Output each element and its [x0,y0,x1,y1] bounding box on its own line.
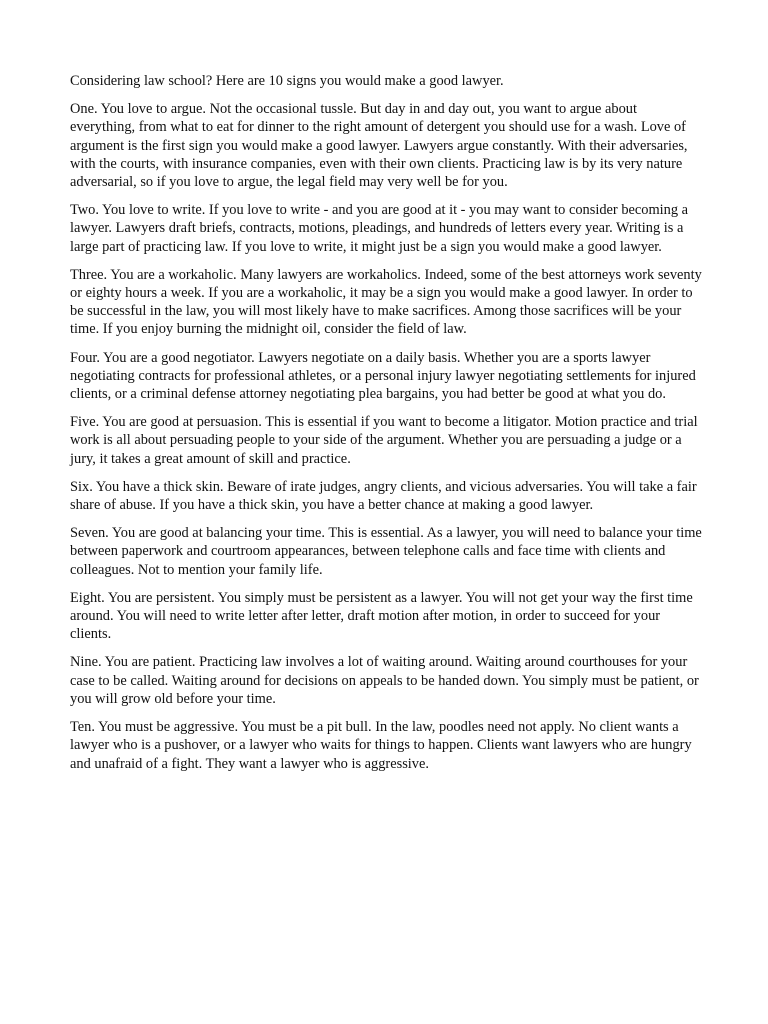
paragraph-ten: Ten. You must be aggressive. You must be a pit bull. In the law, poodles need not apply. No client wants a lawyer who is a pushover, or a lawyer who waits for things to happen. Clients want lawyers who are hungry and unafraid of a fight. They want a lawyer who is aggressive. [70,719,692,772]
paragraph-seven: Seven. You are good at balancing your time. This is essential. As a lawyer, you will need to balance your time between paperwork and courtroom appearances, between telephone calls and face time with clients and colleagues. Not to mention your family life. [70,525,702,578]
paragraph-three: Three. You are a workaholic. Many lawyers are workaholics. Indeed, some of the best attorneys work seventy or eighty hours a week. If you are a workaholic, it may be a sign you would make a good lawyer. In order to be successful in the law, you will most likely have to make sacrifices. Among those sacrifices will be your time. If you enjoy burning the midnight oil, consider the field of law. [70,266,702,338]
paragraph-two: Two. You love to write. If you love to write - and you are good at it - you may want to consider becoming a lawyer. Lawyers draft briefs, contracts, motions, pleadings, and hundreds of letters every year. Writing is a large part of practicing law. If you love to write, it might just be a sign you would make a good lawyer. [70,202,689,255]
intro-line: Considering law school? Here are 10 signs you would make a good lawyer. [70,73,504,89]
paragraph-six: Six. You have a thick skin. Beware of irate judges, angry clients, and vicious adversaries. You will take a fair share of abuse. If you have a thick skin, you have a better chance at making a good lawyer. [70,478,697,514]
paragraph-nine: Nine. You are patient. Practicing law involves a lot of waiting around. Waiting around courthouses for your case to be called. Waiting around for decisions on appeals to be handed down. You simply must be patient, or you will grow old before your time. [70,654,699,707]
document-page [70,72,704,783]
paragraph-eight: Eight. You are persistent. You simply must be persistent as a lawyer. You will not get your way the first time around. You will need to write letter after letter, draft motion after motion, in order to succeed for your clients. [70,589,693,643]
paragraph-one: One. You love to argue. Not the occasional tussle. But day in and day out, you want to argue about everything, from what to eat for dinner to the right amount of detergent you should use for a wash. Love of argument is the first sign you would make a good lawyer. Lawyers argue constantly. With their adversaries, with the courts, with insurance companies, even with their own clients. Practicing law is by its very nature adversarial, so if you love to argue, the legal field may very well be for you. [70,101,688,191]
paragraph-four: Four. You are a good negotiator. Lawyers negotiate on a daily basis. Whether you are a sports lawyer negotiating contracts for professional athletes, or a personal injury lawyer negotiating settlements for injured clients, or a criminal defense attorney negotiating plea bargains, you had better be good at what you do. [70,349,696,403]
paragraph-five: Five. You are good at persuasion. This is essential if you want to become a litigator. Motion practice and trial work is all about persuading people to your side of the argument. Whether you are persuading a judge or a jury, it takes a great amount of skill and practice. [70,414,698,467]
